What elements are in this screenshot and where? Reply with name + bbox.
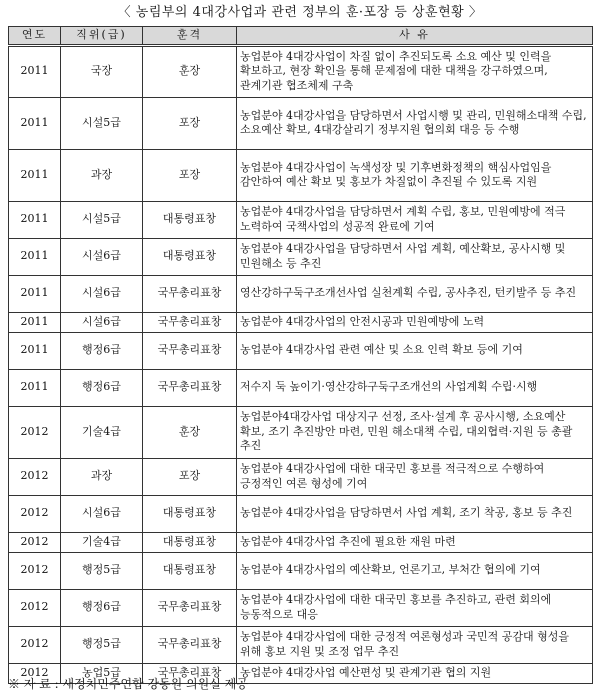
cell-award: 포장 — [143, 458, 237, 495]
table-row — [9, 97, 593, 149]
cell-award: 대통령표창 — [143, 201, 237, 238]
cell-position: 농업5급 — [61, 663, 143, 683]
cell-position: 시설6급 — [61, 275, 143, 312]
cell-reason: 농업분야 4대강사업이 녹색성장 및 기후변화정책의 핵심사업임을 감안하여 예산 확보 및 홍보가 차질없이 추진될 수 있도록 지원 — [237, 149, 593, 201]
table-row — [9, 406, 593, 458]
cell-reason: 농업분야 4대강사업의 안전시공과 민원예방에 노력 — [237, 312, 593, 332]
table-row — [9, 45, 593, 97]
cell-year: 2011 — [9, 149, 61, 201]
cell-reason: 농업분야 4대강사업의 예산확보, 언론기고, 부처간 협의에 기여 — [237, 552, 593, 589]
cell-year: 2011 — [9, 275, 61, 312]
table-row — [9, 149, 593, 201]
header-award: 훈격 — [143, 27, 237, 46]
cell-position: 기술4급 — [61, 532, 143, 552]
table-row — [9, 332, 593, 369]
cell-year: 2011 — [9, 97, 61, 149]
cell-position: 기술4급 — [61, 406, 143, 458]
cell-reason: 농업분야 4대강사업을 담당하면서 사업시행 및 관리, 민원해소대책 수립, 소요예산 확보, 4대강살리기 정부지원 협의회 대응 등 수행 — [237, 97, 593, 149]
cell-reason: 농업분야 4대강사업을 담당하면서 사업 계획, 예산확보, 공사시행 및 민원해소 등 추진 — [237, 238, 593, 275]
cell-year: 2011 — [9, 238, 61, 275]
cell-year: 2012 — [9, 406, 61, 458]
source-note: ※ 자 료 : 새정치민주연합 강동원 의원실 제공 — [8, 677, 248, 691]
cell-reason: 농업분야4대강사업 대상지구 선정, 조사·설계 후 공사시행, 소요예산 확보, 조기 추진방안 마련, 민원 해소대책 수립, 대외협력·지원 등 총괄 추진 — [237, 406, 593, 458]
cell-position: 시설5급 — [61, 201, 143, 238]
table-row — [9, 495, 593, 532]
cell-year: 2011 — [9, 312, 61, 332]
cell-position: 시설6급 — [61, 312, 143, 332]
cell-award: 대통령표창 — [143, 532, 237, 552]
header-position: 직위(급) — [61, 27, 143, 46]
cell-award: 대통령표창 — [143, 552, 237, 589]
cell-position: 행정6급 — [61, 332, 143, 369]
cell-award: 국무총리표창 — [143, 312, 237, 332]
cell-position: 과장 — [61, 458, 143, 495]
table-title: 〈 농림부의 4대강사업과 관련 정부의 훈·포장 등 상훈현황 〉 — [117, 5, 483, 20]
cell-award: 대통령표창 — [143, 238, 237, 275]
header-reason: 사 유 — [237, 27, 593, 46]
cell-award: 훈장 — [143, 406, 237, 458]
cell-year: 2012 — [9, 589, 61, 626]
table-row — [9, 458, 593, 495]
cell-award: 국무총리표창 — [143, 663, 237, 683]
cell-reason: 영산강하구둑구조개선사업 실천계획 수립, 공사추진, 턴키발주 등 추진 — [237, 275, 593, 312]
cell-reason: 농업분야 4대강사업에 대한 긍정적 여론형성과 국민적 공감대 형성을 위해 홍보 지원 및 조정 업무 추진 — [237, 626, 593, 663]
table-row — [9, 275, 593, 312]
header-year: 연도 — [9, 27, 61, 46]
cell-reason: 농업분야 4대강사업 예산편성 및 관계기관 협의 지원 — [237, 663, 593, 683]
cell-award: 포장 — [143, 97, 237, 149]
cell-award: 국무총리표창 — [143, 369, 237, 406]
cell-position: 시설6급 — [61, 238, 143, 275]
cell-reason: 농업분야 4대강사업이 차질 없이 추진되도록 소요 예산 및 인력을 확보하고, 현장 확인을 통해 문제점에 대한 대책을 강구하였으며, 관계기관 협조체제 구축 — [237, 45, 593, 97]
table-header-row — [9, 27, 593, 46]
table-row — [9, 312, 593, 332]
cell-position: 국장 — [61, 45, 143, 97]
cell-position: 행정5급 — [61, 552, 143, 589]
cell-year: 2012 — [9, 552, 61, 589]
cell-award: 훈장 — [143, 45, 237, 97]
table-row — [9, 369, 593, 406]
table-row — [9, 532, 593, 552]
cell-position: 시설6급 — [61, 495, 143, 532]
cell-position: 행정6급 — [61, 589, 143, 626]
cell-reason: 농업분야 4대강사업에 대한 대국민 홍보를 추진하고, 관련 회의에 능동적으로 대응 — [237, 589, 593, 626]
cell-position: 행정6급 — [61, 369, 143, 406]
table-row — [9, 201, 593, 238]
cell-award: 국무총리표창 — [143, 332, 237, 369]
cell-award: 국무총리표창 — [143, 589, 237, 626]
cell-reason: 농업분야 4대강사업에 대한 대국민 홍보를 적극적으로 수행하여 긍정적인 여론 형성에 기여 — [237, 458, 593, 495]
cell-year: 2012 — [9, 663, 61, 683]
cell-position: 시설5급 — [61, 97, 143, 149]
cell-year: 2011 — [9, 201, 61, 238]
cell-year: 2012 — [9, 495, 61, 532]
cell-reason: 농업분야 4대강사업 추진에 필요한 재원 마련 — [237, 532, 593, 552]
table-row — [9, 552, 593, 589]
cell-reason: 저수지 둑 높이기·영산강하구둑구조개선의 사업계획 수립·시행 — [237, 369, 593, 406]
cell-award: 대통령표창 — [143, 495, 237, 532]
cell-award: 국무총리표창 — [143, 626, 237, 663]
cell-position: 과장 — [61, 149, 143, 201]
cell-reason: 농업분야 4대강사업 관련 예산 및 소요 인력 확보 등에 기여 — [237, 332, 593, 369]
cell-year: 2012 — [9, 532, 61, 552]
awards-table — [8, 26, 593, 684]
cell-award: 국무총리표창 — [143, 275, 237, 312]
table-row — [9, 238, 593, 275]
cell-year: 2011 — [9, 332, 61, 369]
cell-year: 2011 — [9, 369, 61, 406]
cell-reason: 농업분야 4대강사업을 담당하면서 사업 계획, 조기 착공, 홍보 등 추진 — [237, 495, 593, 532]
table-row — [9, 589, 593, 626]
cell-reason: 농업분야 4대강사업을 담당하면서 계획 수립, 홍보, 민원예방에 적극 노력하여 국책사업의 성공적 완료에 기여 — [237, 201, 593, 238]
cell-year: 2012 — [9, 626, 61, 663]
cell-position: 행정5급 — [61, 626, 143, 663]
cell-year: 2012 — [9, 458, 61, 495]
cell-award: 포장 — [143, 149, 237, 201]
cell-year: 2011 — [9, 45, 61, 97]
table-row — [9, 626, 593, 663]
